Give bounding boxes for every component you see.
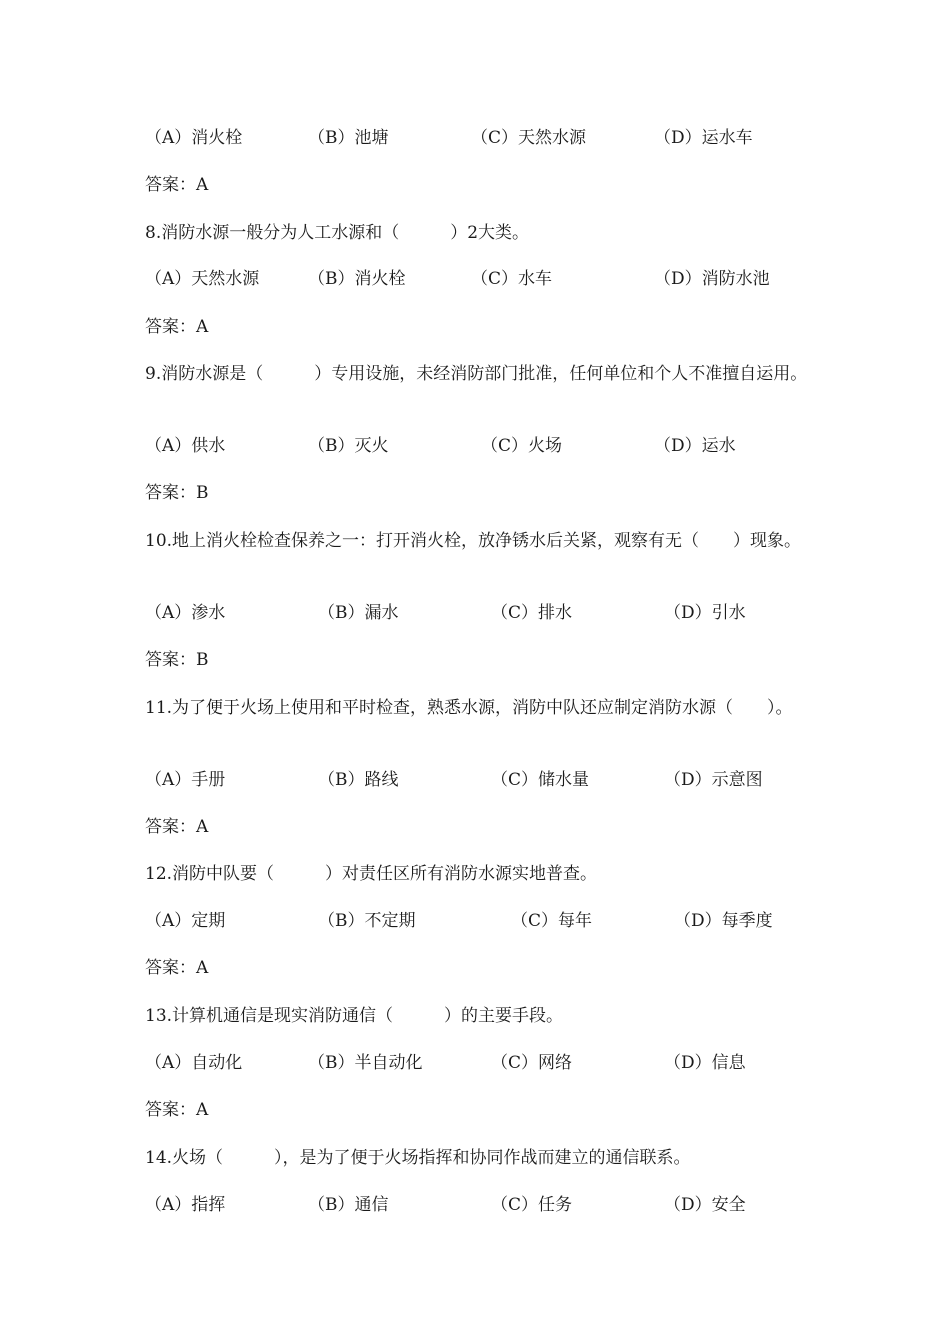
question-text: 11.为了便于火场上使用和平时检查，熟悉水源，消防中队还应制定消防水源（ ）。 [145,698,793,718]
option-d: （D）运水车 [654,128,753,148]
option-c: （C）每年 [511,911,593,931]
question-text: 8.消防水源一般分为人工水源和（ ）2大类。 [145,223,530,243]
option-a: （A）自动化 [145,1053,243,1073]
option-c: （C）储水量 [491,770,590,790]
answer-line: 答案：A [145,958,209,978]
question-text: 9.消防水源是（ ）专用设施，未经消防部门批准，任何单位和个人不准擅自运用。 [145,364,808,384]
option-a: （A）天然水源 [145,269,260,289]
option-b: （B）池塘 [308,128,389,148]
option-b: （B）路线 [318,770,399,790]
answer-line: 答案：A [145,817,209,837]
option-c: （C）火场 [481,436,563,456]
option-a: （A）消火栓 [145,128,243,148]
options-row [145,125,845,151]
options-row [145,1050,845,1076]
options-row [145,767,845,793]
answer-line: 答案：B [145,650,209,670]
options-row [145,266,845,292]
option-d: （D）每季度 [674,911,773,931]
question-text: 14.火场（ ），是为了便于火场指挥和协同作战而建立的通信联系。 [145,1148,691,1168]
answer-line: 答案：A [145,175,209,195]
options-row [145,908,845,934]
answer-line: 答案：B [145,483,209,503]
question-text: 10.地上消火栓检查保养之一：打开消火栓，放净锈水后关紧，观察有无（ ）现象。 [145,531,802,551]
options-row [145,1192,845,1218]
option-c: （C）网络 [491,1053,573,1073]
option-a: （A）供水 [145,436,226,456]
options-row [145,433,845,459]
option-c: （C）天然水源 [471,128,587,148]
option-d: （D）引水 [664,603,746,623]
option-c: （C）排水 [491,603,573,623]
option-b: （B）不定期 [318,911,416,931]
option-d: （D）示意图 [664,770,763,790]
option-a: （A）定期 [145,911,226,931]
option-d: （D）安全 [664,1195,746,1215]
answer-line: 答案：A [145,317,209,337]
question-text: 12.消防中队要（ ）对责任区所有消防水源实地普查。 [145,864,598,884]
option-b: （B）通信 [308,1195,389,1215]
option-b: （B）消火栓 [308,269,406,289]
option-b: （B）漏水 [318,603,399,623]
option-c: （C）任务 [491,1195,573,1215]
option-c: （C）水车 [471,269,553,289]
option-a: （A）指挥 [145,1195,226,1215]
answer-line: 答案：A [145,1100,209,1120]
question-text: 13.计算机通信是现实消防通信（ ）的主要手段。 [145,1006,564,1026]
option-a: （A）渗水 [145,603,226,623]
options-row [145,600,845,626]
option-b: （B）灭火 [308,436,389,456]
option-a: （A）手册 [145,770,226,790]
option-d: （D）消防水池 [654,269,770,289]
option-d: （D）运水 [654,436,736,456]
option-b: （B）半自动化 [308,1053,423,1073]
option-d: （D）信息 [664,1053,746,1073]
